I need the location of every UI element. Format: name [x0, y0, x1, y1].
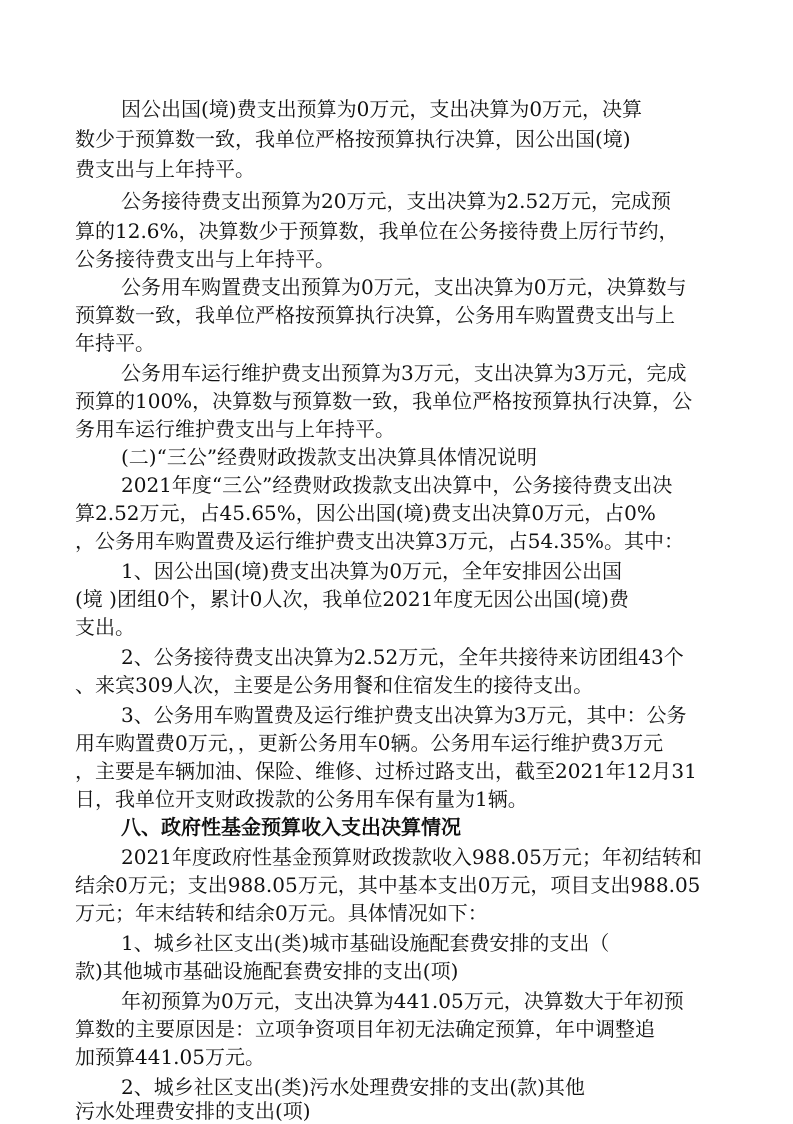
text-line: 款)其他城市基础设施配套费安排的支出(项) — [75, 959, 459, 983]
text-line: 数少于预算数一致，我单位严格按预算执行决算，因公出国(境) — [75, 127, 631, 151]
text-line: 3、公务用车购置费及运行维护费支出决算为3万元，其中：公务 — [121, 703, 687, 727]
text-line: 、来宾309人次，主要是公务用餐和住宿发生的接待支出。 — [75, 673, 594, 697]
text-line: 费支出与上年持平。 — [75, 157, 255, 181]
text-line: 年持平。 — [75, 331, 155, 355]
text-line: 1、城乡社区支出(类)城市基础设施配套费安排的支出（ — [121, 931, 610, 955]
text-line: 预算数一致，我单位严格按预算执行决算，公务用车购置费支出与上 — [75, 303, 675, 327]
text-line: 2、城乡社区支出(类)污水处理费安排的支出(款)其他 — [121, 1075, 585, 1099]
text-line: 公务接待费支出与上年持平。 — [75, 247, 335, 271]
text-line: 年初预算为0万元，支出决算为441.05万元，决算数大于年初预 — [121, 989, 684, 1013]
text-line: ，主要是车辆加油、保险、维修、过桥过路支出，截至2021年12月31 — [75, 759, 697, 783]
text-line: 结余0万元；支出988.05万元，其中基本支出0万元，项目支出988.05 — [75, 873, 701, 897]
text-line: 因公出国(境)费支出预算为0万元，支出决算为0万元，决算 — [121, 97, 643, 121]
text-line: 预算的100%，决算数与预算数一致，我单位严格按预算执行决算，公 — [75, 389, 693, 413]
text-line: (境 )团组0个，累计0人次，我单位2021年度无因公出国(境)费 — [75, 587, 629, 611]
text-line: 2021年度“三公”经费财政拨款支出决算中，公务接待费支出决 — [121, 473, 673, 497]
text-line: 公务接待费支出预算为20万元，支出决算为2.52万元，完成预 — [121, 189, 671, 213]
text-line: 污水处理费安排的支出(项) — [75, 1099, 311, 1123]
text-line: 2021年度政府性基金预算财政拨款收入988.05万元；年初结转和 — [121, 845, 702, 869]
text-line: 日，我单位开支财政拨款的公务用车保有量为1辆。 — [75, 787, 528, 811]
text-line: 算数的主要原因是：立项争资项目年初无法确定预算，年中调整追 — [75, 1017, 655, 1041]
text-line: 2、公务接待费支出决算为2.52万元，全年共接待来访团组43个 — [121, 645, 684, 669]
text-line: 算2.52万元，占45.65%，因公出国(境)费支出决算0万元，占0% — [75, 501, 656, 525]
text-line: ，公务用车购置费及运行维护费支出决算3万元，占54.35%。其中： — [75, 529, 684, 553]
text-line: 支出。 — [75, 615, 135, 639]
text-line: 务用车运行维护费支出与上年持平。 — [75, 417, 395, 441]
text-line: 1、因公出国(境)费支出决算为0万元，全年安排因公出国 — [121, 559, 623, 583]
subheading-title: (二)“三公”经费财政拨款支出决算具体情况说明 — [121, 445, 538, 469]
text-line: 加预算441.05万元。 — [75, 1045, 265, 1069]
text-line: 算的12.6%，决算数少于预算数，我单位在公务接待费上厉行节约， — [75, 219, 679, 243]
text-line: 公务用车购置费支出预算为0万元，支出决算为0万元，决算数与 — [121, 275, 687, 299]
text-line: 公务用车运行维护费支出预算为3万元，支出决算为3万元，完成 — [121, 361, 687, 385]
section-heading: 八、政府性基金预算收入支出决算情况 — [121, 815, 461, 839]
text-line: 万元；年末结转和结余0万元。具体情况如下： — [75, 901, 488, 925]
text-line: 用车购置费0万元，，更新公务用车0辆。公务用车运行维护费3万元 — [75, 731, 664, 755]
